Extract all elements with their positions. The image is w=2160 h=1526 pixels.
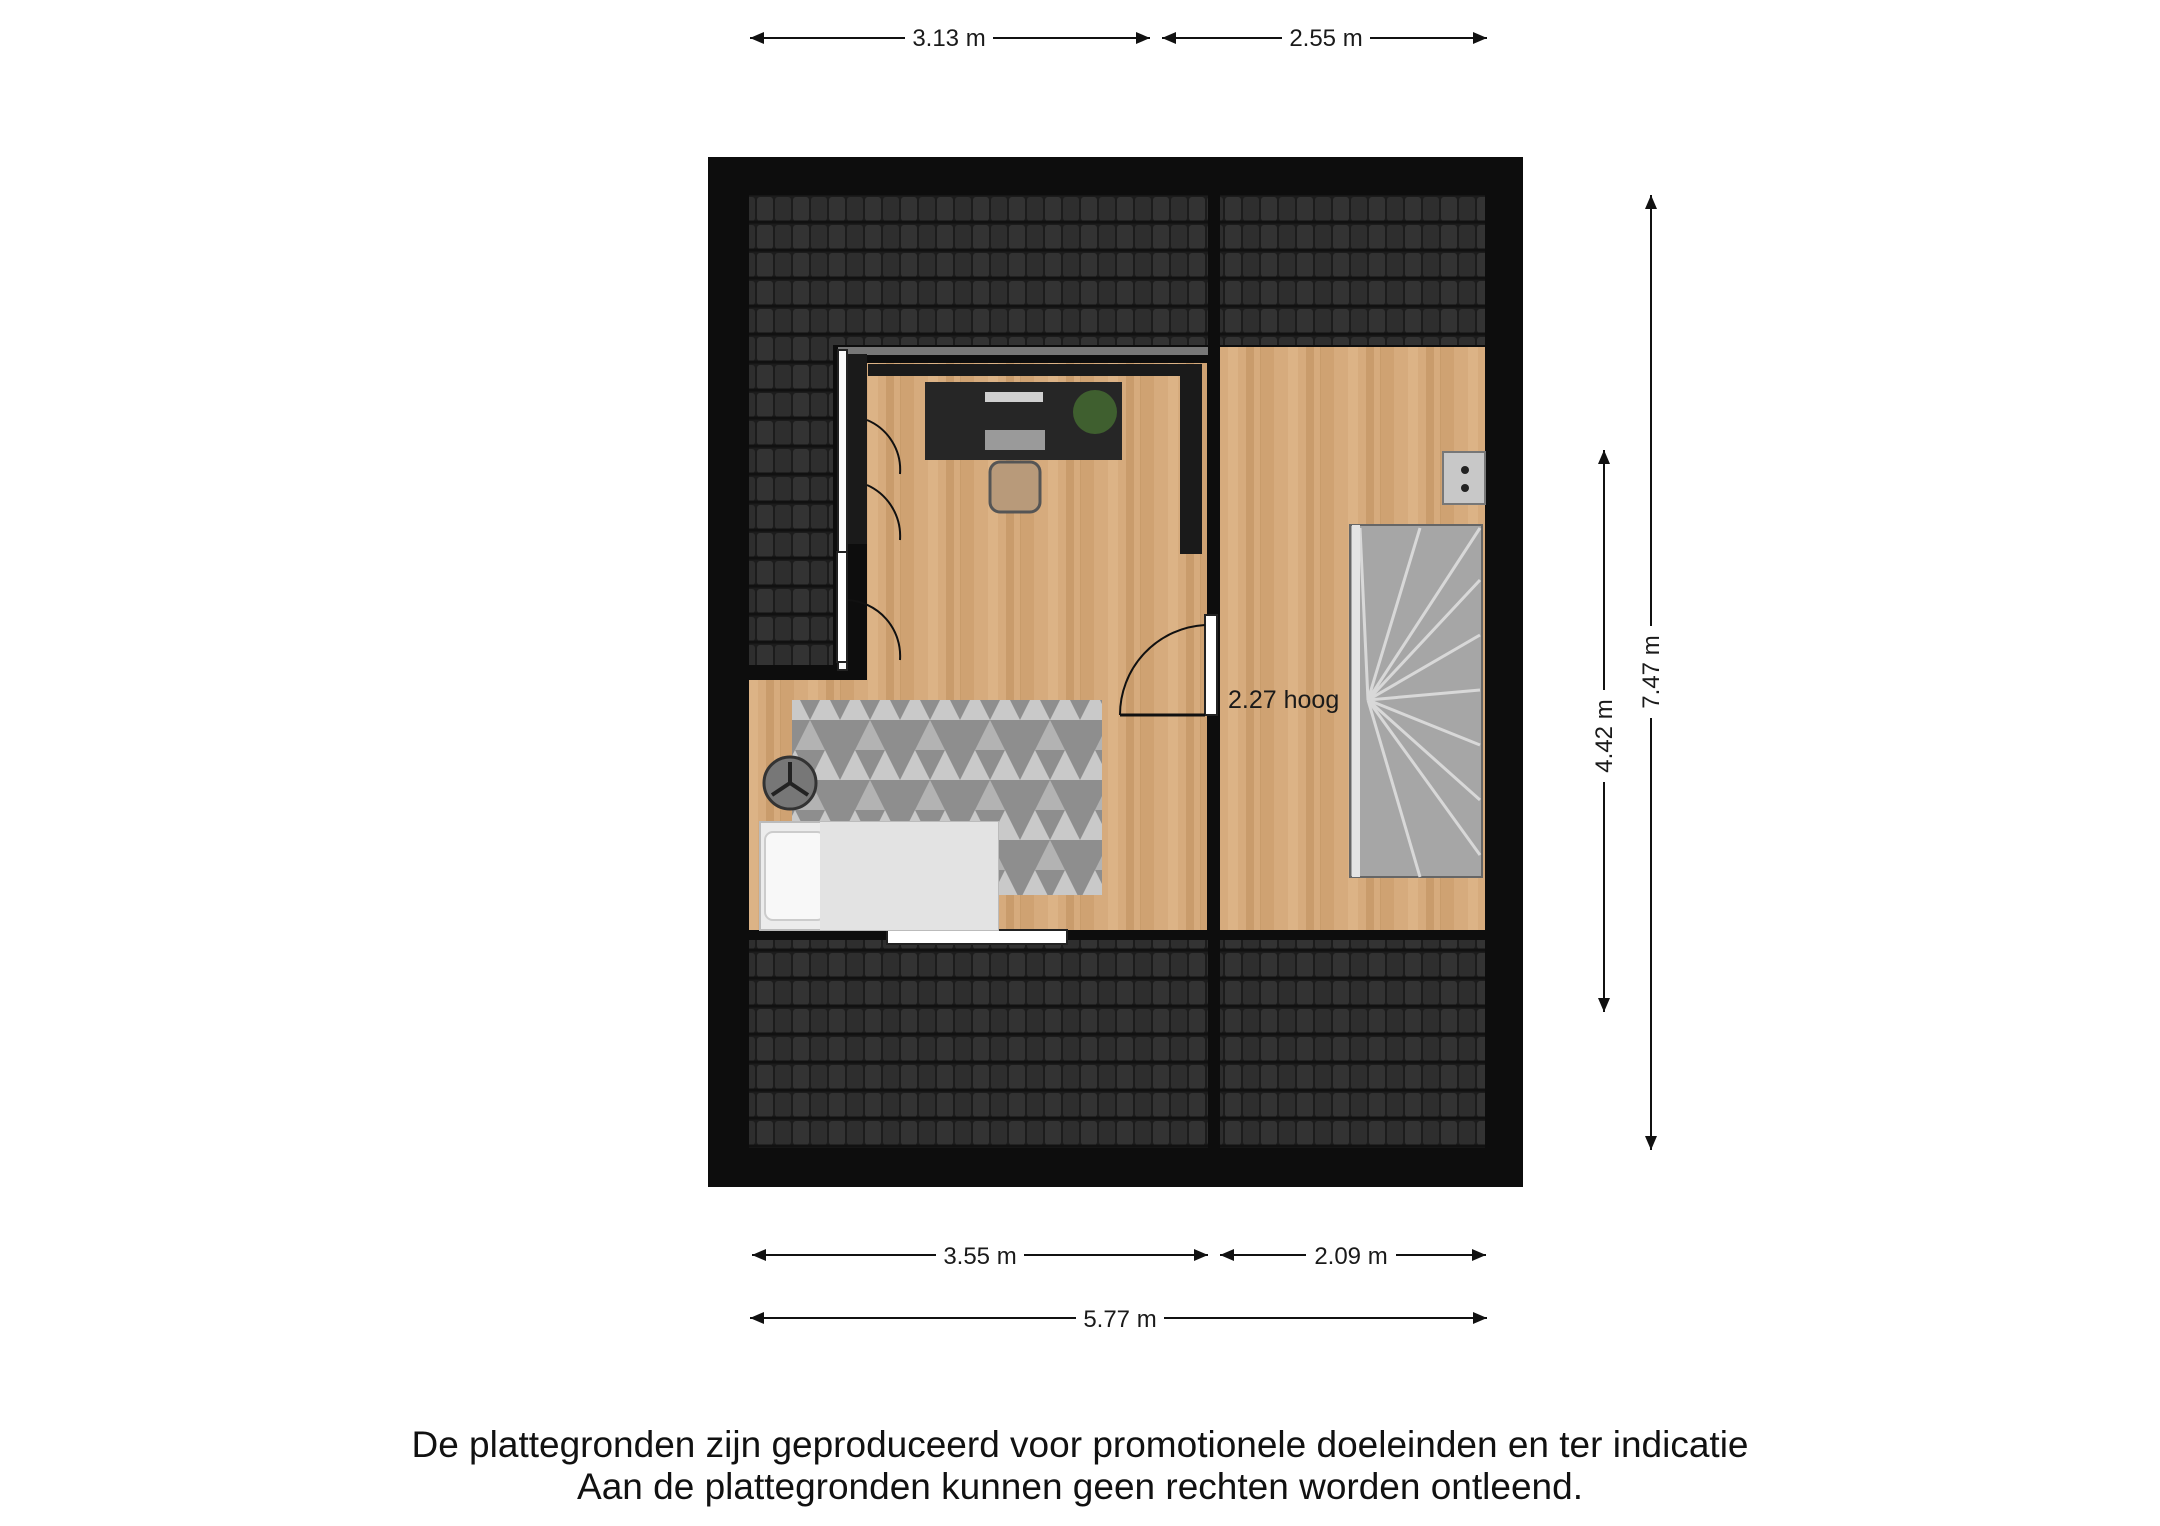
niche-wall-left — [847, 354, 867, 544]
dim-bottom-left-label: 3.55 m — [943, 1243, 1017, 1270]
plant — [1073, 390, 1117, 434]
dimension-right-inner — [1591, 450, 1618, 1012]
stair-handrail — [1352, 525, 1360, 877]
closet-door-panel — [837, 552, 847, 662]
dim-bottom-total-label: 5.77 m — [1083, 1306, 1157, 1333]
monitor — [985, 392, 1043, 402]
bedroom-door-frame — [1205, 615, 1217, 715]
roof-tiles-bottom-right — [1220, 940, 1485, 1148]
roof-tiles-top-right — [1220, 195, 1485, 345]
roof-tiles-left-side — [749, 345, 833, 665]
roof-tiles-bottom-left — [749, 940, 1208, 1148]
bottom-window-gap — [887, 930, 1067, 944]
disclaimer-line-1: De plattegronden zijn geproduceerd voor promotionele doeleinden en ter indicatie — [411, 1424, 1749, 1465]
dimension-top-left — [750, 25, 1150, 52]
dimension-bottom-right — [1220, 1243, 1486, 1270]
duvet — [820, 822, 998, 930]
roof-tiles-top-left — [749, 195, 1208, 345]
desk-chair — [990, 462, 1040, 512]
dimension-right-outer — [1638, 195, 1665, 1150]
dim-right-outer-label: 7.47 m — [1638, 635, 1665, 709]
disclaimer-line-2: Aan de plattegronden kunnen geen rechten worden ontleend. — [577, 1466, 1583, 1507]
dim-bottom-right-label: 2.09 m — [1314, 1243, 1388, 1270]
niche-wall-right — [1180, 364, 1202, 554]
dimension-bottom-left — [752, 1243, 1208, 1270]
dimension-top-right — [1162, 25, 1487, 52]
dim-top-right-label: 2.55 m — [1289, 25, 1363, 52]
pillow — [765, 832, 825, 920]
dim-top-left-label: 3.13 m — [912, 25, 986, 52]
niche-wall-top — [838, 347, 1208, 355]
appliance — [1443, 452, 1485, 504]
dim-right-inner-label: 4.42 m — [1591, 699, 1618, 773]
keyboard — [985, 430, 1045, 450]
dimension-bottom-total — [750, 1306, 1487, 1333]
ceiling-height-label: 2.27 hoog — [1228, 686, 1340, 714]
niche-wall-top-inner — [868, 364, 1180, 376]
